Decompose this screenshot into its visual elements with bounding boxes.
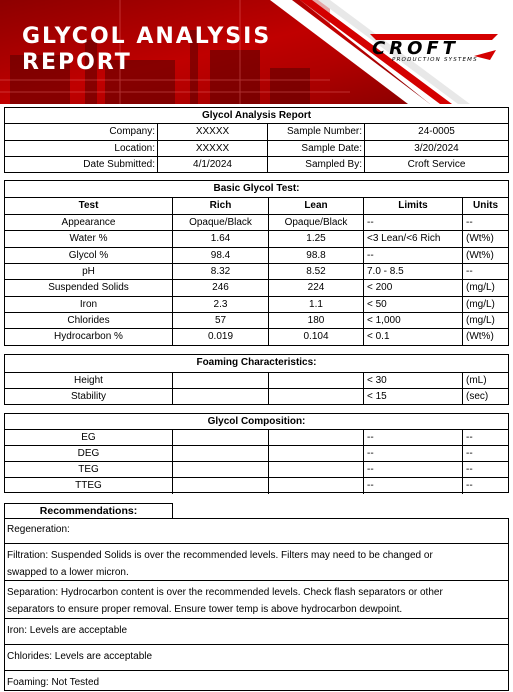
info-row [5, 140, 508, 157]
recommendation-item [5, 543, 508, 580]
sample-number-label: Sample Number: [267, 124, 364, 140]
test-name-cell: Height [74, 375, 103, 386]
glycol-composition-section [4, 413, 509, 493]
table-row [5, 461, 508, 478]
recommendation-text: Separation: Hydrocarbon content is over the recommended levels. Check flash separators or other [7, 587, 443, 598]
table-row [5, 477, 508, 494]
test-name-cell: Chlorides [67, 314, 110, 326]
table-row [5, 429, 508, 446]
foaming-heading: Foaming Characteristics: [196, 357, 317, 368]
rich-value-cell: 0.019 [172, 329, 268, 345]
col-header-test: Test [78, 200, 99, 211]
units-cell: -- [462, 462, 508, 478]
test-name-cell: TEG [78, 464, 99, 475]
table-row [5, 230, 508, 247]
units-cell: (mg/L) [462, 313, 508, 329]
recommendation-item [5, 618, 508, 644]
lean-value-cell [268, 389, 363, 405]
recommendation-item [5, 580, 508, 618]
banner-title [22, 24, 271, 76]
test-name-cell: pH [82, 265, 95, 277]
report-info-section [4, 107, 509, 173]
report-heading: Glycol Analysis Report [201, 110, 312, 121]
report-banner [0, 0, 513, 104]
recommendation-item [5, 644, 508, 670]
table-row [5, 328, 508, 345]
table-row [5, 279, 508, 296]
lean-value-cell [268, 446, 363, 462]
company-label: Company: [109, 126, 155, 137]
recommendations-heading: Recommendations: [4, 503, 173, 519]
rich-value-cell: 2.3 [172, 297, 268, 313]
test-name-cell: TTEG [75, 480, 102, 491]
info-row [5, 156, 508, 173]
units-cell: (sec) [462, 389, 508, 405]
rich-value-cell: 1.64 [172, 231, 268, 247]
basic-test-header-row [5, 197, 508, 214]
lean-value-cell [268, 478, 363, 494]
units-cell: -- [462, 264, 508, 280]
rich-value-cell: 98.4 [172, 248, 268, 264]
date-submitted-label: Date Submitted: [83, 159, 155, 170]
basic-test-heading: Basic Glycol Test: [213, 183, 300, 194]
lean-value-cell: 224 [268, 280, 363, 296]
recommendations-section [4, 518, 509, 691]
table-row [5, 445, 508, 462]
lean-value-cell [268, 430, 363, 446]
lean-value-cell: 8.52 [268, 264, 363, 280]
foaming-section [4, 354, 509, 405]
banner-title-line1: GLYCOL ANALYSIS [22, 24, 272, 49]
col-header-rich: Rich [172, 198, 268, 214]
limits-cell: < 30 [363, 373, 462, 389]
svg-text:PRODUCTION SYSTEMS: PRODUCTION SYSTEMS [392, 57, 478, 62]
company-value: XXXXX [157, 124, 267, 140]
rich-value-cell [172, 430, 268, 446]
units-cell: -- [462, 430, 508, 446]
units-cell: (mg/L) [462, 280, 508, 296]
limits-cell: < 50 [363, 297, 462, 313]
recommendation-text: Iron: Levels are acceptable [7, 625, 128, 636]
sampled-by-value: Croft Service [364, 157, 508, 173]
limits-cell: -- [363, 430, 462, 446]
table-row [5, 214, 508, 231]
basic-glycol-test-section [4, 180, 509, 346]
recommendation-item [5, 519, 508, 543]
location-value: XXXXX [157, 141, 267, 157]
units-cell: (mg/L) [462, 297, 508, 313]
col-header-lean: Lean [268, 198, 363, 214]
table-row [5, 312, 508, 329]
limits-cell: -- [363, 478, 462, 494]
banner-title-line2: REPORT [22, 50, 132, 75]
recommendation-item [5, 670, 508, 690]
croft-logo [362, 30, 502, 62]
limits-cell: -- [363, 248, 462, 264]
composition-heading: Glycol Composition: [207, 416, 306, 427]
units-cell: (Wt%) [462, 248, 508, 264]
lean-value-cell: Opaque/Black [268, 215, 363, 231]
recommendation-text: Regeneration: [7, 524, 70, 535]
units-cell: -- [462, 446, 508, 462]
lean-value-cell: 180 [268, 313, 363, 329]
test-name-cell: Water % [69, 233, 108, 245]
lean-value-cell [268, 373, 363, 389]
rich-value-cell: 8.32 [172, 264, 268, 280]
limits-cell: -- [363, 446, 462, 462]
location-label: Location: [114, 143, 155, 154]
rich-value-cell [172, 478, 268, 494]
limits-cell: < 1,000 [363, 313, 462, 329]
sample-date-value: 3/20/2024 [364, 141, 508, 157]
svg-text:CROFT: CROFT [372, 38, 459, 59]
recommendation-text-continued: swapped to a lower micron. [7, 567, 129, 578]
table-row [5, 388, 508, 405]
rich-value-cell [172, 446, 268, 462]
sample-number-value: 24-0005 [364, 124, 508, 140]
units-cell: -- [462, 478, 508, 494]
table-row [5, 296, 508, 313]
test-name-cell: Stability [70, 391, 106, 402]
lean-value-cell: 98.8 [268, 248, 363, 264]
limits-cell: 7.0 - 8.5 [363, 264, 462, 280]
test-name-cell: Iron [79, 298, 98, 310]
limits-cell: < 200 [363, 280, 462, 296]
rich-value-cell [172, 462, 268, 478]
info-row [5, 123, 508, 140]
limits-cell: < 15 [363, 389, 462, 405]
limits-cell: -- [363, 462, 462, 478]
units-cell: (Wt%) [462, 231, 508, 247]
rich-value-cell [172, 389, 268, 405]
lean-value-cell: 0.104 [268, 329, 363, 345]
lean-value-cell: 1.25 [268, 231, 363, 247]
sample-date-label: Sample Date: [267, 141, 364, 157]
test-name-cell: DEG [77, 448, 100, 459]
col-header-units: Units [462, 198, 508, 214]
date-submitted-value: 4/1/2024 [157, 157, 267, 173]
limits-cell: < 0.1 [363, 329, 462, 345]
rich-value-cell: 246 [172, 280, 268, 296]
test-name-cell: Appearance [61, 217, 116, 228]
lean-value-cell [268, 462, 363, 478]
rich-value-cell [172, 373, 268, 389]
units-cell: -- [462, 215, 508, 231]
table-row [5, 372, 508, 389]
recommendation-text: Foaming: Not Tested [7, 677, 100, 688]
sampled-by-label: Sampled By: [267, 157, 364, 173]
rich-value-cell: Opaque/Black [172, 215, 268, 231]
lean-value-cell: 1.1 [268, 297, 363, 313]
test-name-cell: Suspended Solids [48, 282, 129, 294]
recommendation-text: Filtration: Suspended Solids is over the recommended levels. Filters may need to be changed or [7, 550, 433, 561]
col-header-limits: Limits [363, 198, 462, 214]
test-name-cell: Hydrocarbon % [54, 331, 123, 343]
units-cell: (Wt%) [462, 329, 508, 345]
table-row [5, 247, 508, 264]
test-name-cell: EG [81, 432, 96, 443]
recommendation-text: Chlorides: Levels are acceptable [7, 651, 153, 662]
limits-cell: -- [363, 215, 462, 231]
units-cell: (mL) [462, 373, 508, 389]
test-name-cell: Glycol % [68, 249, 109, 261]
rich-value-cell: 57 [172, 313, 268, 329]
table-row [5, 263, 508, 280]
recommendation-text-continued: separators to ensure proper removal. Ensure tower temp is above hydrocarbon dewpoint. [7, 604, 403, 615]
limits-cell: <3 Lean/<6 Rich [363, 231, 462, 247]
